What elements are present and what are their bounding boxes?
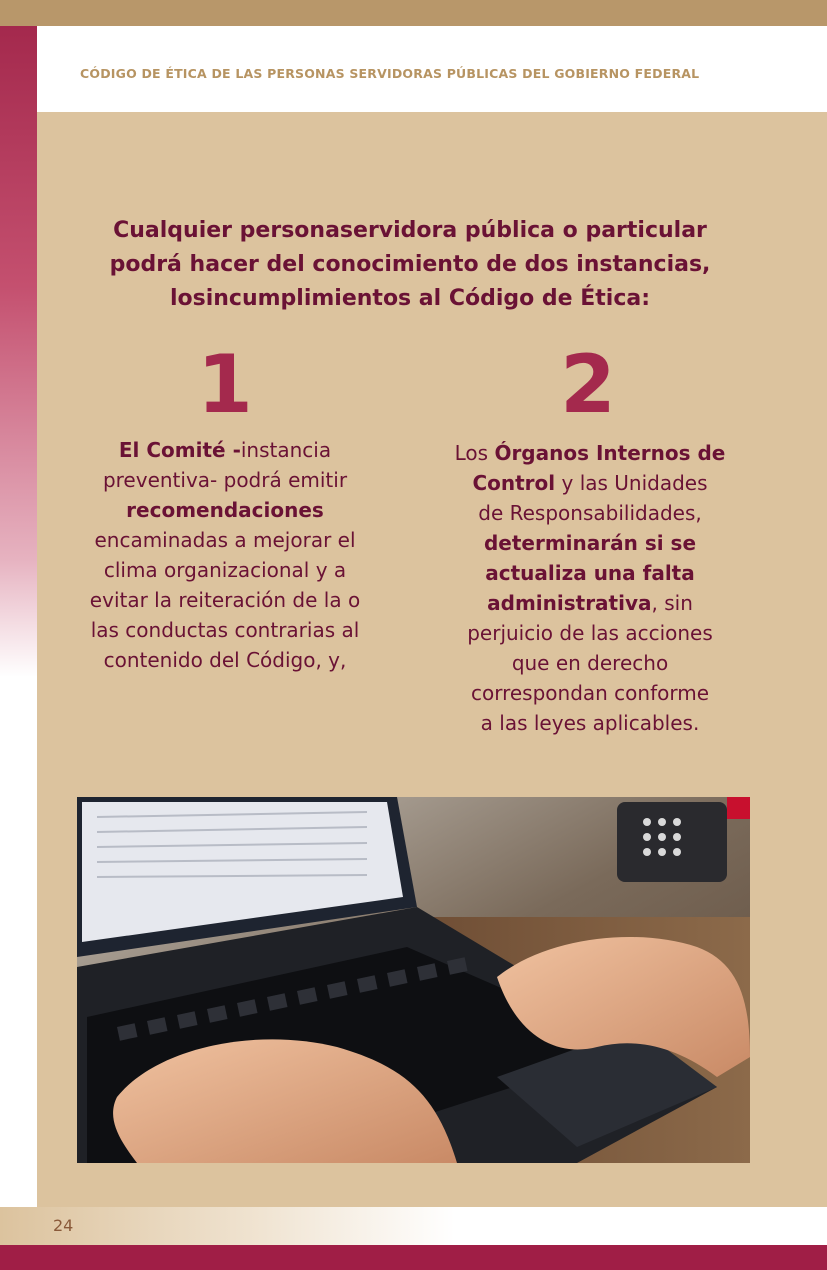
item-2-line (440, 528, 740, 558)
item-1-line: contenido del Código, y, (103, 648, 347, 672)
intro-line-1 (80, 214, 740, 248)
document-header-title: CÓDIGO DE ÉTICA DE LAS PERSONAS SERVIDORAS PÚBLICAS DEL GOBIERNO FEDERAL (80, 66, 700, 81)
item-2-text (440, 438, 740, 738)
item-1-bold: recomendaciones (126, 498, 324, 522)
item-2-span: , sin (651, 591, 693, 615)
item-1-line: evitar la reiteración de la o (89, 588, 361, 612)
item-2-line (440, 468, 740, 498)
item-1-line: las conductas contrarias al (90, 618, 360, 642)
item-2-line (440, 438, 740, 468)
intro-bold-3: incumplimientos al Código de Ética: (205, 286, 651, 311)
item-2-line: de Responsabilidades, (478, 501, 702, 525)
item-1-span: instancia (240, 438, 332, 462)
intro-text-1: servidora pública o particular (339, 218, 707, 243)
item-2-bold: administrativa (487, 591, 652, 615)
intro-line-2: podrá hacer del conocimiento de dos instancias, (109, 252, 711, 277)
item-2-line: a las leyes aplicables. (480, 711, 700, 735)
item-2-bold: determinarán si se (483, 531, 697, 555)
item-2-span: y las Unidades (555, 471, 708, 495)
intro-line-3 (80, 282, 740, 316)
item-1-bold: El Comité - (118, 438, 241, 462)
item-1-line: clima organizacional y a (103, 558, 347, 582)
footer-strip (0, 1207, 827, 1245)
item-2-line (440, 588, 740, 618)
item-2-bold: Control (472, 471, 556, 495)
intro-paragraph (80, 214, 740, 316)
page-number: 24 (53, 1216, 74, 1235)
item-2-line (440, 558, 740, 588)
laptop-typing-photo (77, 797, 750, 1163)
item-number-2: 2 (560, 338, 616, 431)
item-2-line: que en derecho (511, 651, 669, 675)
item-2-line: correspondan conforme (470, 681, 710, 705)
intro-bold-1: Cualquier persona (113, 218, 340, 243)
intro-text-3: los (169, 286, 206, 311)
item-1-line: encaminadas a mejorar el (94, 528, 356, 552)
item-1-line: preventiva- podrá emitir (102, 468, 348, 492)
bottom-guinda-band (0, 1245, 827, 1270)
item-1-line (70, 495, 380, 525)
item-2-bold: Órganos Internos de (494, 441, 726, 465)
item-number-1: 1 (197, 338, 253, 431)
item-2-bold: actualiza una falta (485, 561, 695, 585)
item-1-line (70, 435, 380, 465)
item-2-line: perjuicio de las acciones (467, 621, 713, 645)
item-2-span: Los (454, 441, 495, 465)
photo-illustration (77, 797, 750, 1163)
left-gradient-bar (0, 26, 37, 1210)
top-gold-band (0, 0, 827, 26)
item-1-text (70, 435, 380, 675)
